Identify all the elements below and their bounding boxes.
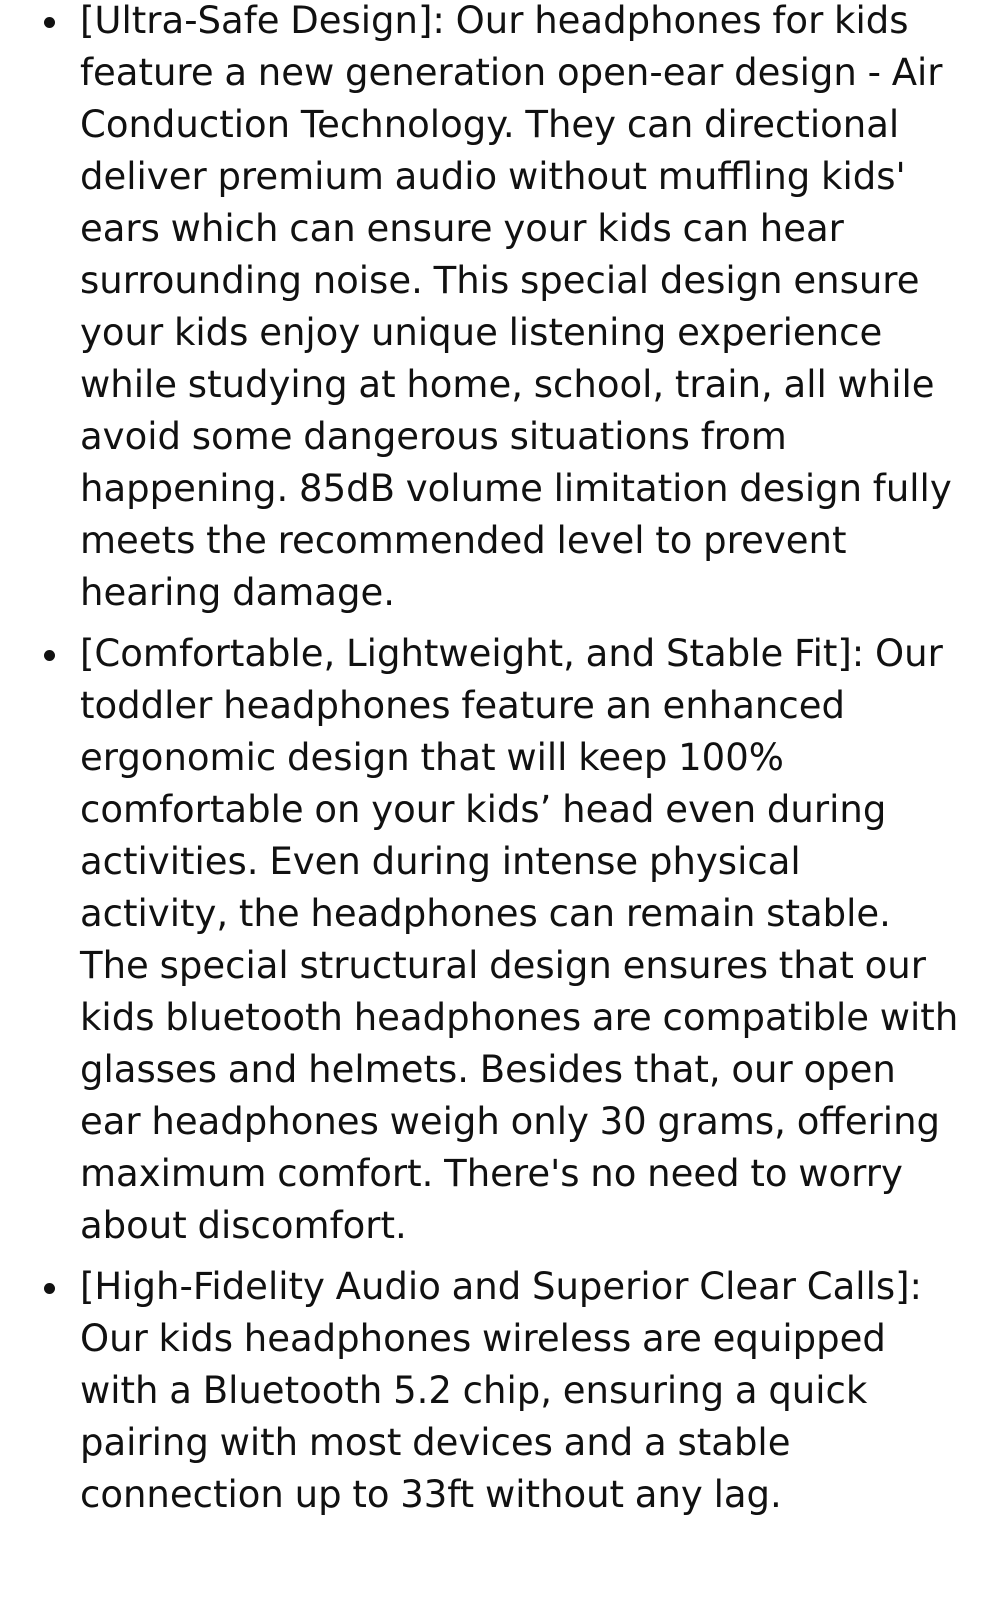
feature-item-ultra-safe-design [0, 0, 987, 619]
bullet-dot-icon [44, 17, 55, 28]
bullet-dot-icon [44, 1283, 55, 1294]
feature-item-comfortable-fit [0, 628, 987, 1252]
feature-text: [High-Fidelity Audio and Superior Clear Calls]: Our kids headphones wireless are equipped with a Bluetooth 5.2 chip, ensuring a quick pairing with most devices and a stable connection up to 33ft without any lag. [80, 1265, 923, 1516]
feature-text: [Ultra-Safe Design]: Our headphones for kids feature a new generation open-ear design - Air Conduction Technology. They can directional deliver premium audio without muffling kids' ears which can ensure your kids can hear surrounding noise. This special design ensure your kids enjoy unique listening experience while studying at home, school, train, all while avoid some dangerous situations from happening. 85dB volume limitation design fully meets the recommended level to prevent hearing damage. [80, 0, 952, 614]
bullet-dot-icon [44, 650, 55, 661]
feature-text: [Comfortable, Lightweight, and Stable Fit]: Our toddler headphones feature an enhanced ergonomic design that will keep 100% comfortable on your kids’ head even during activities. Even during intense physical activity, the headphones can remain stable. The special structural design ensures that our kids bluetooth headphones are compatible with glasses and helmets. Besides that, our open ear headphones weigh only 30 grams, offering maximum comfort. There's no need to worry about discomfort. [80, 632, 959, 1247]
feature-item-high-fidelity-audio [0, 1261, 987, 1521]
